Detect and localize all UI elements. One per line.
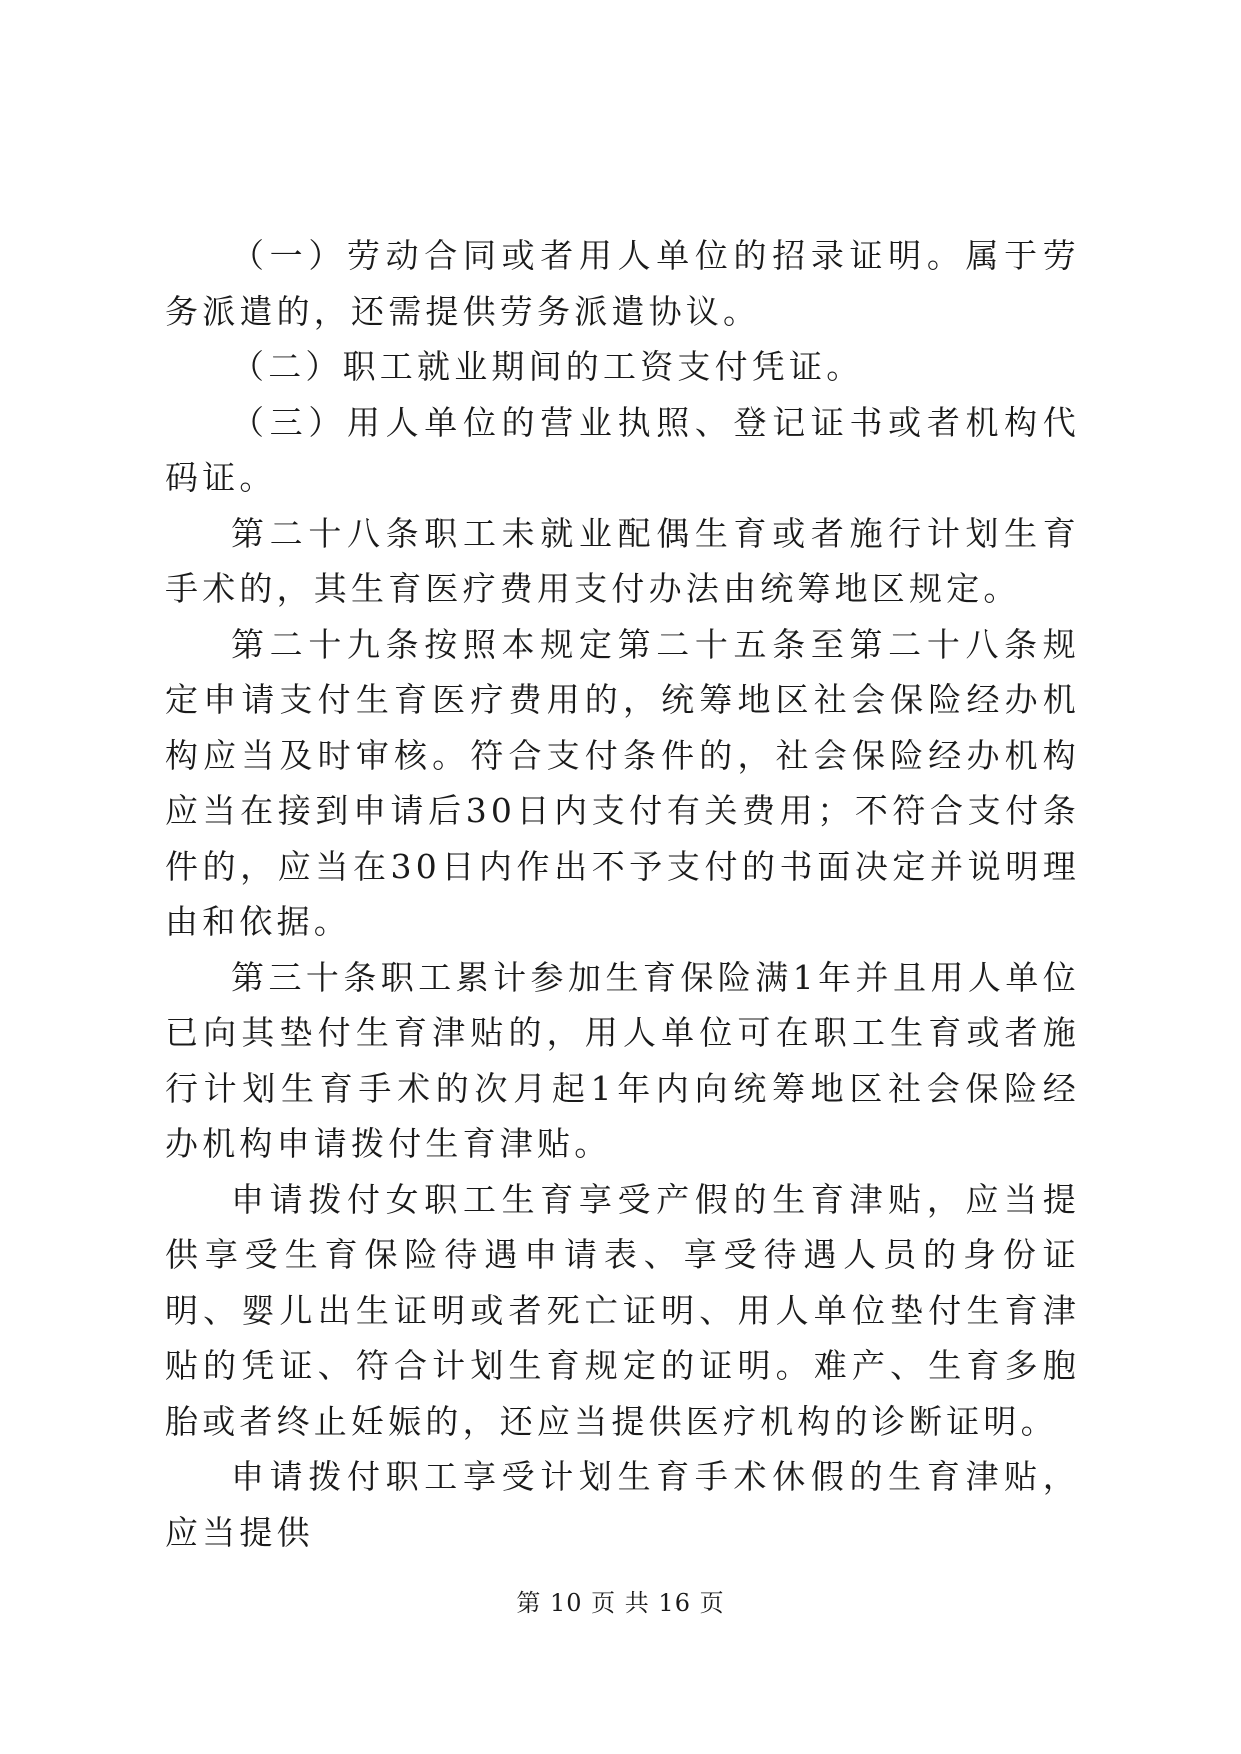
body-text [165,228,1080,1560]
paragraph-article-28: 第二十八条职工未就业配偶生育或者施行计划生育手术的，其生育医疗费用支付办法由统筹地区规定。 [165,513,1080,608]
page-footer: 第 10 页 共 16 页 [516,1589,725,1617]
paragraph-item-2: （二）职工就业期间的工资支付凭证。 [231,347,864,386]
paragraph-item-1: （一）劳动合同或者用人单位的招录证明。属于劳务派遣的，还需提供劳务派遣协议。 [165,236,1080,331]
paragraph-article-30: 第三十条职工累计参加生育保险满1年并且用人单位已向其垫付生育津贴的，用人单位可在职工生育或者施行计划生育手术的次月起1年内向统筹地区社会保险经办机构申请拨付生育津贴。 [165,957,1080,1163]
paragraph-item-3: （三）用人单位的营业执照、登记证书或者机构代码证。 [165,402,1080,497]
paragraph-family-planning-allowance: 申请拨付职工享受计划生育手术休假的生育津贴，应当提供 [165,1457,1080,1552]
paragraph-maternity-allowance: 申请拨付女职工生育享受产假的生育津贴，应当提供享受生育保险待遇申请表、享受待遇人员的身份证明、婴儿出生证明或者死亡证明、用人单位垫付生育津贴的凭证、符合计划生育规定的证明。难产、生育多胞胎或者终止妊娠的，还应当提供医疗机构的诊断证明。 [165,1179,1080,1441]
paragraph-article-29: 第二十九条按照本规定第二十五条至第二十八条规定申请支付生育医疗费用的，统筹地区社会保险经办机构应当及时审核。符合支付条件的，社会保险经办机构应当在接到申请后30日内支付有关费用；不符合支付条件的，应当在30日内作出不予支付的书面决定并说明理由和依据。 [165,624,1080,941]
